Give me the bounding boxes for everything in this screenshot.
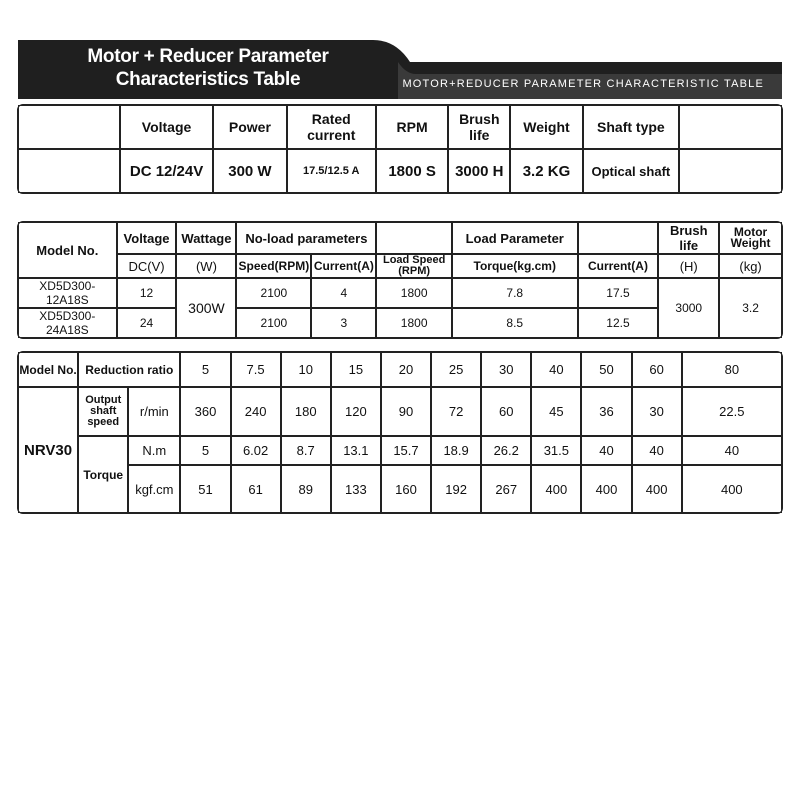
model-cell-load-speed: 1800 (376, 278, 452, 308)
summary-value-shaft-type: Optical shaft (583, 149, 679, 193)
reducer-speed-row (18, 387, 782, 436)
model-cell-torque: 7.8 (452, 278, 578, 308)
reducer-ratio-cell: 10 (281, 352, 331, 387)
reducer-model-name: NRV30 (18, 387, 78, 513)
model-sub-load-speed: Load Speed (RPM) (376, 254, 452, 278)
model-cell-weight: 3.2 (719, 278, 782, 338)
summary-header-row (18, 105, 782, 149)
reducer-ratio-cell: 7.5 (231, 352, 281, 387)
summary-header-power: Power (213, 105, 287, 149)
model-header-wattage: Wattage (176, 222, 236, 254)
summary-header-shaft-type: Shaft type (583, 105, 679, 149)
reducer-header-model: Model No. (18, 352, 78, 387)
reducer-kgf-cell: 61 (231, 465, 281, 513)
reducer-nm-cell: 6.02 (231, 436, 281, 465)
reducer-speed-cell: 45 (531, 387, 581, 436)
reducer-nm-unit: N.m (128, 436, 180, 465)
summary-empty-cell (18, 149, 120, 193)
model-cell-load-speed: 1800 (376, 308, 452, 338)
summary-empty-cell (679, 105, 782, 149)
model-header-noload: No-load parameters (236, 222, 376, 254)
reducer-kgf-cell: 89 (281, 465, 331, 513)
model-header-row-2 (18, 254, 782, 278)
model-sub-load-current: Current(A) (578, 254, 659, 278)
reducer-ratio-cell: 5 (180, 352, 230, 387)
reducer-speed-cell: 22.5 (682, 387, 782, 436)
summary-value-power: 300 W (213, 149, 287, 193)
model-cell-current: 4 (311, 278, 376, 308)
model-header-model: Model No. (18, 222, 117, 278)
reducer-speed-label: Output shaft speed (78, 387, 128, 436)
model-header-load: Load Parameter (452, 222, 578, 254)
summary-empty-cell (18, 105, 120, 149)
model-cell-voltage: 12 (117, 278, 177, 308)
model-sub-current: Current(A) (311, 254, 376, 278)
reducer-ratio-cell: 15 (331, 352, 381, 387)
model-header-row-1 (18, 222, 782, 254)
model-header-brush: Brush life (658, 222, 719, 254)
reducer-torque-label: Torque (78, 436, 128, 513)
summary-value-rated-current: 17.5/12.5 A (287, 149, 376, 193)
reducer-nm-cell: 40 (632, 436, 682, 465)
model-cell-load-current: 12.5 (578, 308, 659, 338)
reducer-kgf-cell: 400 (581, 465, 631, 513)
summary-header-rated-current: Rated current (287, 105, 376, 149)
model-header-voltage-unit: DC(V) (117, 254, 177, 278)
model-cell-wattage: 300W (176, 278, 236, 338)
reducer-ratio-cell: 25 (431, 352, 481, 387)
model-cell-speed: 2100 (236, 308, 311, 338)
reducer-ratio-row (18, 352, 782, 387)
model-cell-voltage: 24 (117, 308, 177, 338)
title-line-2: Characteristics Table (115, 69, 301, 90)
model-cell-speed: 2100 (236, 278, 311, 308)
reducer-speed-cell: 36 (581, 387, 631, 436)
model-header-weight: Motor Weight (719, 222, 782, 254)
model-cell-load-current: 17.5 (578, 278, 659, 308)
summary-table (17, 104, 783, 194)
reducer-ratio-cell: 60 (632, 352, 682, 387)
reducer-nm-cell: 13.1 (331, 436, 381, 465)
reducer-speed-cell: 360 (180, 387, 230, 436)
model-header-empty (376, 222, 452, 254)
reducer-speed-cell: 60 (481, 387, 531, 436)
header-banner (18, 40, 782, 99)
reducer-nm-cell: 15.7 (381, 436, 431, 465)
reducer-nm-cell: 26.2 (481, 436, 531, 465)
summary-value-rpm: 1800 S (376, 149, 449, 193)
reducer-speed-cell: 30 (632, 387, 682, 436)
summary-header-weight: Weight (510, 105, 583, 149)
reducer-speed-unit: r/min (128, 387, 180, 436)
reducer-ratio-cell: 30 (481, 352, 531, 387)
model-cell-torque: 8.5 (452, 308, 578, 338)
reducer-kgf-unit: kgf.cm (128, 465, 180, 513)
reducer-kgf-cell: 400 (632, 465, 682, 513)
reducer-speed-cell: 180 (281, 387, 331, 436)
summary-value-weight: 3.2 KG (510, 149, 583, 193)
title-line-1: Motor + Reducer Parameter (87, 46, 329, 67)
reducer-kgf-cell: 160 (381, 465, 431, 513)
reducer-kgf-cell: 400 (682, 465, 782, 513)
reducer-kgf-cell: 267 (481, 465, 531, 513)
reducer-nm-row (18, 436, 782, 465)
table-row (18, 278, 782, 308)
summary-header-rpm: RPM (376, 105, 449, 149)
model-cell-brush: 3000 (658, 278, 719, 338)
summary-empty-cell (679, 149, 782, 193)
reducer-kgf-row (18, 465, 782, 513)
model-cell-current: 3 (311, 308, 376, 338)
model-header-weight-unit: (kg) (719, 254, 782, 278)
reducer-speed-cell: 90 (381, 387, 431, 436)
summary-value-row (18, 149, 782, 193)
reducer-nm-cell: 18.9 (431, 436, 481, 465)
model-header-brush-unit: (H) (658, 254, 719, 278)
summary-value-voltage: DC 12/24V (120, 149, 213, 193)
reducer-nm-cell: 40 (682, 436, 782, 465)
reducer-nm-cell: 40 (581, 436, 631, 465)
model-cell-model: XD5D300-24A18S (18, 308, 117, 338)
reducer-speed-cell: 120 (331, 387, 381, 436)
reducer-nm-cell: 8.7 (281, 436, 331, 465)
reducer-kgf-cell: 133 (331, 465, 381, 513)
page-subtitle: MOTOR+REDUCER PARAMETER CHARACTERISTIC TABLE (402, 78, 764, 90)
model-sub-torque: Torque(kg.cm) (452, 254, 578, 278)
model-header-empty (578, 222, 659, 254)
model-sub-speed: Speed(RPM) (236, 254, 311, 278)
reducer-kgf-cell: 51 (180, 465, 230, 513)
reducer-nm-cell: 31.5 (531, 436, 581, 465)
reducer-header-ratio: Reduction ratio (78, 352, 180, 387)
summary-header-voltage: Voltage (120, 105, 213, 149)
motor-model-table (17, 221, 783, 339)
page-title (18, 45, 398, 91)
reducer-table (17, 351, 783, 514)
summary-value-brush-life: 3000 H (448, 149, 510, 193)
reducer-ratio-cell: 80 (682, 352, 782, 387)
reducer-ratio-cell: 40 (531, 352, 581, 387)
model-cell-model: XD5D300-12A18S (18, 278, 117, 308)
model-header-voltage: Voltage (117, 222, 177, 254)
reducer-ratio-cell: 50 (581, 352, 631, 387)
summary-header-brush-life: Brush life (448, 105, 510, 149)
reducer-kgf-cell: 400 (531, 465, 581, 513)
reducer-speed-cell: 240 (231, 387, 281, 436)
reducer-speed-cell: 72 (431, 387, 481, 436)
reducer-nm-cell: 5 (180, 436, 230, 465)
reducer-kgf-cell: 192 (431, 465, 481, 513)
reducer-ratio-cell: 20 (381, 352, 431, 387)
model-header-wattage-unit: (W) (176, 254, 236, 278)
